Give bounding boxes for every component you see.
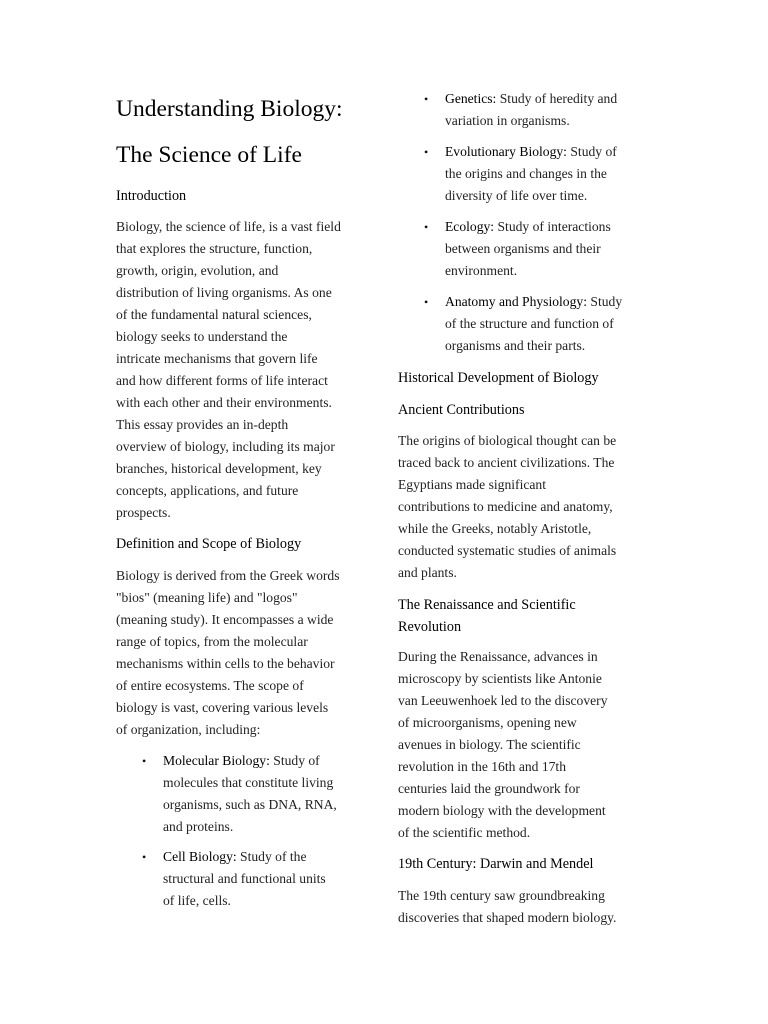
renaissance-heading-line1: The Renaissance and Scientific xyxy=(398,597,576,613)
introduction-line: Biology, the science of life, is a vast field xyxy=(116,219,341,234)
branch-text: diversity of life over time. xyxy=(445,188,588,203)
branch-text: Study of the xyxy=(236,849,307,864)
introduction-line: overview of biology, including its major xyxy=(116,439,335,454)
bullet-icon: • xyxy=(142,850,147,864)
branch-text: and proteins. xyxy=(163,819,234,834)
list-item-evolutionary-biology xyxy=(424,141,660,207)
branch-term: Cell Biology: xyxy=(163,849,237,864)
page-title-line1: Understanding Biology: xyxy=(116,96,343,122)
renaissance-heading-line2: Revolution xyxy=(398,619,462,635)
branch-text: Study of heredity and xyxy=(496,91,618,106)
branch-text: of life, cells. xyxy=(163,893,231,908)
nineteenth-line: discoveries that shaped modern biology. xyxy=(398,910,617,925)
bullet-icon: • xyxy=(424,145,429,159)
page-title-line2: The Science of Life xyxy=(116,142,302,168)
branch-text: Study of xyxy=(566,144,617,159)
branch-text: Study of xyxy=(269,753,320,768)
renaissance-line: microscopy by scientists like Antonie xyxy=(398,671,602,686)
renaissance-line: van Leeuwenhoek led to the discovery xyxy=(398,693,608,708)
ancient-line: conducted systematic studies of animals xyxy=(398,543,617,558)
branch-text: of the structure and function of xyxy=(445,316,614,331)
branch-text: between organisms and their xyxy=(445,241,601,256)
definition-line: "bios" (meaning life) and "logos" xyxy=(116,590,298,605)
branch-text: environment. xyxy=(445,263,518,278)
introduction-line: that explores the structure, function, xyxy=(116,241,313,256)
renaissance-line: of the scientific method. xyxy=(398,825,531,840)
introduction-line: intricate mechanisms that govern life xyxy=(116,351,318,366)
branch-text: organisms, such as DNA, RNA, xyxy=(163,797,337,812)
ancient-line: Egyptians made significant xyxy=(398,477,546,492)
nineteenth-line: The 19th century saw groundbreaking xyxy=(398,888,605,903)
introduction-heading: Introduction xyxy=(116,188,187,204)
branch-term: Evolutionary Biology: xyxy=(445,144,567,159)
branch-term: Ecology: xyxy=(445,219,495,234)
list-item-genetics xyxy=(424,88,660,132)
renaissance-line: modern biology with the development xyxy=(398,803,606,818)
branch-text: molecules that constitute living xyxy=(163,775,334,790)
introduction-line: and how different forms of life interact xyxy=(116,373,328,388)
ancient-line: while the Greeks, notably Aristotle, xyxy=(398,521,592,536)
introduction-line: distribution of living organisms. As one xyxy=(116,285,332,300)
introduction-line: prospects. xyxy=(116,505,171,520)
introduction-line: of the fundamental natural sciences, xyxy=(116,307,312,322)
definition-line: of organization, including: xyxy=(116,722,261,737)
historical-heading: Historical Development of Biology xyxy=(398,370,599,386)
renaissance-line: of microorganisms, opening new xyxy=(398,715,577,730)
branch-text: variation in organisms. xyxy=(445,113,570,128)
branch-text: organisms and their parts. xyxy=(445,338,586,353)
bullet-icon: • xyxy=(424,220,429,234)
introduction-line: with each other and their environments. xyxy=(116,395,332,410)
list-item-cell-biology xyxy=(142,846,378,912)
introduction-line: concepts, applications, and future xyxy=(116,483,299,498)
ancient-line: contributions to medicine and anatomy, xyxy=(398,499,613,514)
branch-text: Study of interactions xyxy=(494,219,611,234)
definition-line: mechanisms within cells to the behavior xyxy=(116,656,335,671)
bullet-icon: • xyxy=(424,92,429,106)
definition-heading: Definition and Scope of Biology xyxy=(116,536,302,552)
list-item-anatomy-physiology xyxy=(424,291,660,357)
ancient-line: and plants. xyxy=(398,565,457,580)
definition-line: Biology is derived from the Greek words xyxy=(116,568,340,583)
bullet-icon: • xyxy=(142,754,147,768)
ancient-line: traced back to ancient civilizations. The xyxy=(398,455,615,470)
renaissance-line: centuries laid the groundwork for xyxy=(398,781,580,796)
renaissance-line: avenues in biology. The scientific xyxy=(398,737,581,752)
list-item-molecular-biology xyxy=(142,750,378,838)
branch-text: structural and functional units xyxy=(163,871,326,886)
branch-text: the origins and changes in the xyxy=(445,166,607,181)
introduction-line: This essay provides an in-depth xyxy=(116,417,289,432)
introduction-line: biology seeks to understand the xyxy=(116,329,288,344)
definition-line: of entire ecosystems. The scope of xyxy=(116,678,304,693)
ancient-line: The origins of biological thought can be xyxy=(398,433,617,448)
renaissance-line: revolution in the 16th and 17th xyxy=(398,759,567,774)
branch-text: Study xyxy=(586,294,623,309)
branch-term: Genetics: xyxy=(445,91,497,106)
renaissance-line: During the Renaissance, advances in xyxy=(398,649,598,664)
branch-term: Anatomy and Physiology: xyxy=(445,294,587,309)
definition-line: biology is vast, covering various levels xyxy=(116,700,329,715)
bullet-icon: • xyxy=(424,295,429,309)
list-item-ecology xyxy=(424,216,660,282)
definition-line: (meaning study). It encompasses a wide xyxy=(116,612,334,627)
branch-term: Molecular Biology: xyxy=(163,753,270,768)
nineteenth-century-heading: 19th Century: Darwin and Mendel xyxy=(398,856,594,872)
introduction-line: growth, origin, evolution, and xyxy=(116,263,279,278)
introduction-line: branches, historical development, key xyxy=(116,461,322,476)
definition-line: range of topics, from the molecular xyxy=(116,634,308,649)
ancient-heading: Ancient Contributions xyxy=(398,402,525,418)
